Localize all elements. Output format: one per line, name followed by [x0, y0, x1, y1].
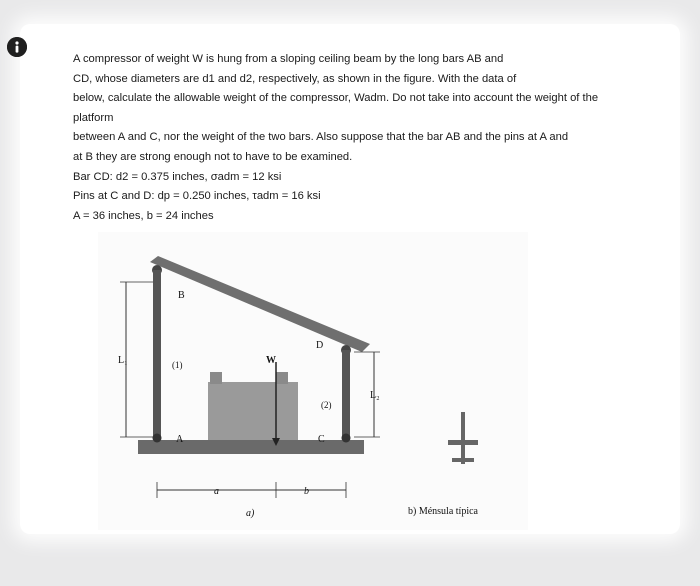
problem-line: at B they are strong enough not to have to be examined. [73, 150, 353, 163]
bar-cd [342, 350, 350, 442]
pin-a [153, 434, 162, 443]
problem-line: CD, whose diameters are d1 and d2, respectively, as shown in the figure. With the data of [73, 72, 517, 85]
label-d: D [316, 340, 324, 351]
label-b: B [178, 290, 185, 301]
info-badge [7, 37, 27, 57]
platform [138, 440, 364, 454]
problem-line: Bar CD: d2 = 0.375 inches, σadm = 12 ksi [73, 170, 282, 183]
bracket-post [461, 412, 465, 464]
caption-b: b) Ménsula típica [408, 506, 478, 517]
label-a-dim: a [214, 486, 219, 497]
problem-line: A = 36 inches, b = 24 inches [73, 209, 214, 222]
label-bar1: (1) [172, 360, 183, 370]
problem-text [73, 50, 678, 226]
problem-line: A compressor of weight W is hung from a sloping ceiling beam by the long bars AB and [73, 53, 504, 65]
problem-line: between A and C, nor the weight of the two bars. Also suppose that the bar AB and the pins at A and [73, 131, 569, 144]
bar-ab [153, 270, 161, 442]
problem-line: below, calculate the allowable weight of the compressor, Wadm. Do not take into account the weight of the [73, 92, 599, 105]
label-l1: L₁ [118, 355, 128, 366]
label-a: A [176, 434, 184, 445]
figure-drawing [98, 232, 528, 530]
caption-a: a) [246, 508, 255, 519]
info-icon [7, 37, 27, 57]
label-bar2: (2) [321, 400, 332, 410]
label-b-dim: b [304, 486, 309, 497]
problem-line: platform [73, 111, 114, 124]
label-w: W [266, 355, 276, 366]
compressor [208, 382, 298, 440]
pin-c [342, 434, 351, 443]
problem-line: Pins at C and D: dp = 0.250 inches, τadm = 16 ksi [73, 190, 321, 203]
label-c: C [318, 434, 325, 445]
compressor-figure [98, 232, 528, 530]
label-l2: L₂ [370, 390, 380, 401]
